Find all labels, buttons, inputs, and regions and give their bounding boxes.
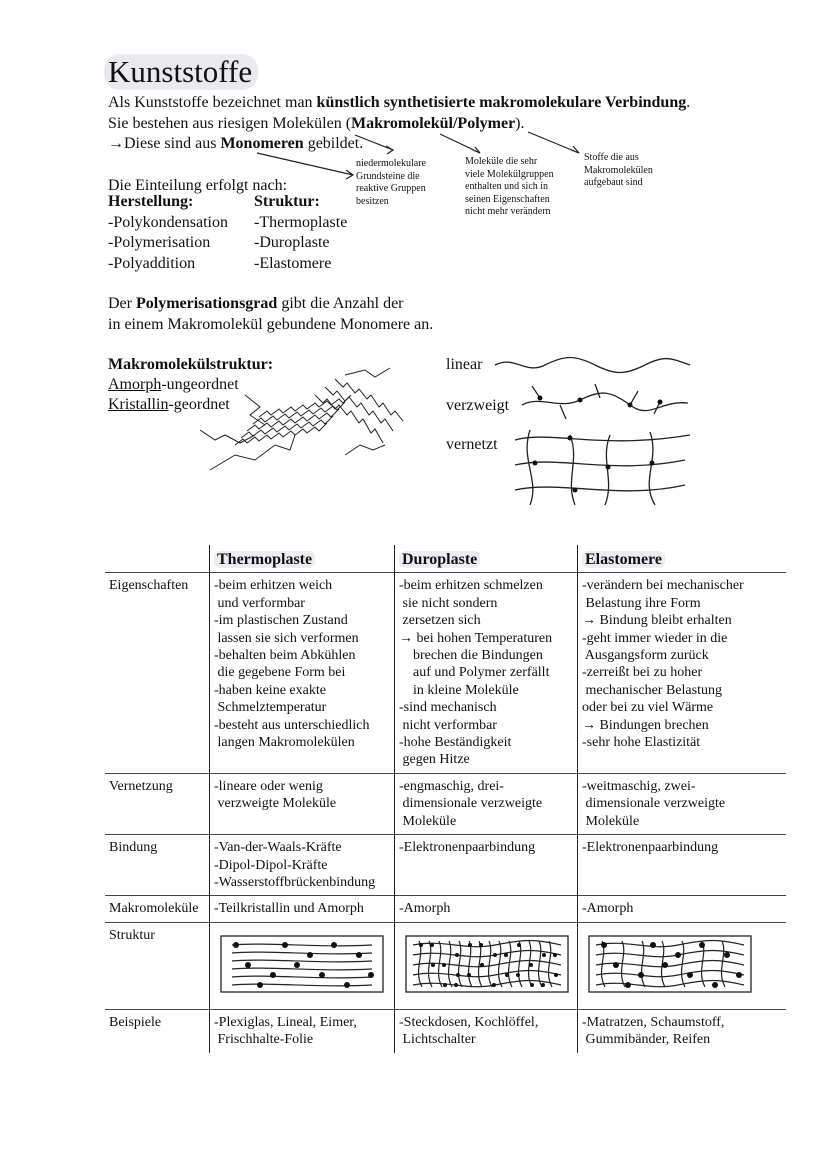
table-cell xyxy=(210,835,395,896)
text: -ungeordnet xyxy=(161,376,239,393)
cell-line: verzweigte Moleküle xyxy=(214,796,337,812)
cell-line: gegen Hitze xyxy=(399,752,470,768)
table-cell xyxy=(395,896,578,922)
table-cell xyxy=(578,896,787,922)
cell-line: -Elektronenpaarbindung xyxy=(582,840,719,856)
comparison-table xyxy=(105,545,786,1053)
cell-line: -behalten beim Abkühlen xyxy=(214,648,356,664)
cell-line: dimensionale verzweigte xyxy=(582,796,726,812)
bold-text: Polymerisationsgrad xyxy=(135,295,278,312)
cell-line: -hohe Beständigkeit xyxy=(399,735,512,751)
structure-diagram xyxy=(588,935,752,993)
struktur-list xyxy=(254,192,347,274)
note-monomere: niedermolekulare Grundsteine die reaktive Gruppen besitzen xyxy=(356,158,426,207)
bold-text: Monomeren xyxy=(220,135,304,152)
row-label: Eigenschaften xyxy=(109,578,189,594)
cell-line: -im plastischen Zustand xyxy=(214,613,348,629)
text: gebildet. xyxy=(303,135,364,152)
verzweigt-label: verzweigt xyxy=(446,397,510,414)
cell-line: zersetzen sich xyxy=(399,613,481,629)
table-row xyxy=(105,922,786,1009)
table-corner xyxy=(105,545,210,573)
cell-line: brechen die Bindungen xyxy=(399,648,543,664)
struktur-label: Struktur: xyxy=(254,193,320,210)
cell-line: Ausgangsform zurück xyxy=(582,648,709,664)
vernetzt-label: vernetzt xyxy=(446,436,498,453)
cell-line: → Bindungen brechen xyxy=(582,717,709,733)
table-row xyxy=(105,835,786,896)
chain-types-drawing xyxy=(490,350,710,510)
linear-label: linear xyxy=(446,356,483,373)
cell-line: und verformbar xyxy=(214,595,305,611)
table-cell xyxy=(395,773,578,834)
cell-line: auf und Polymer zerfällt xyxy=(399,665,550,681)
cell-line: lassen sie sich verformen xyxy=(214,630,359,646)
note-polymer: Stoffe die aus Makromolekülen aufgebaut sind xyxy=(584,152,653,188)
table-cell xyxy=(395,922,578,1009)
cell-line: -Wasserstoffbrückenbindung xyxy=(214,874,376,890)
table-cell xyxy=(578,773,787,834)
cell-line: -Matratzen, Schaumstoff, xyxy=(582,1014,725,1030)
text: Als Kunststoffe bezeichnet man xyxy=(108,94,317,111)
table-row xyxy=(105,773,786,834)
table-cell xyxy=(395,573,578,773)
cell-line: oder bei zu viel Wärme xyxy=(582,700,714,716)
structure-diagram xyxy=(405,935,569,993)
list-item: -Elastomere xyxy=(254,254,332,272)
table-row xyxy=(105,896,786,922)
header-duroplaste xyxy=(395,545,578,573)
header-thermoplaste xyxy=(210,545,395,573)
cell-line: -sind mechanisch xyxy=(399,700,497,716)
cell-line: Frischhalte-Folie xyxy=(214,1032,314,1048)
cell-line: -Steckdosen, Kochlöffel, xyxy=(399,1014,539,1030)
text: Der xyxy=(108,295,136,312)
text: ). xyxy=(515,115,525,132)
table-row xyxy=(105,573,786,773)
cell-line: Moleküle xyxy=(399,813,457,829)
cell-line: -Plexiglas, Lineal, Eimer, xyxy=(214,1014,357,1030)
header-label: Thermoplaste xyxy=(214,551,315,568)
amorph-kristallin-drawing xyxy=(195,365,415,475)
text: gibt die Anzahl der xyxy=(277,295,404,312)
cell-line: Gummibänder, Reifen xyxy=(582,1032,711,1048)
list-item: -Polyaddition xyxy=(108,254,196,272)
text: Kristallin xyxy=(108,396,169,413)
table-cell xyxy=(210,773,395,834)
cell-line: → Bindung bleibt erhalten xyxy=(582,613,732,629)
text: -geordnet xyxy=(168,396,230,413)
einteilung-heading: Die Einteilung erfolgt nach: xyxy=(108,177,288,194)
list-item: -Polymerisation xyxy=(108,234,211,251)
table-cell xyxy=(395,835,578,896)
polymerisationsgrad-line-2: in einem Makromolekül gebundene Monomere an. xyxy=(108,316,434,333)
header-label: Duroplaste xyxy=(399,551,480,568)
table-cell xyxy=(578,1009,787,1052)
table-cell xyxy=(578,922,787,1009)
header-label: Elastomere xyxy=(582,551,665,568)
cell-line: dimensionale verzweigte xyxy=(399,796,543,812)
cell-line: die gegebene Form bei xyxy=(214,665,346,681)
cell-line: -verändern bei mechanischer xyxy=(582,578,744,594)
cell-line: -geht immer wieder in die xyxy=(582,630,728,646)
table-cell xyxy=(395,1009,578,1052)
cell-line: Moleküle xyxy=(582,813,640,829)
table-cell xyxy=(578,835,787,896)
row-label: Bindung xyxy=(105,835,210,896)
cell-line: -Amorph xyxy=(582,901,634,917)
cell-line: -weitmaschig, zwei- xyxy=(582,778,696,794)
cell-line: -Elektronenpaarbindung xyxy=(399,840,536,856)
row-label: Struktur xyxy=(105,922,210,1009)
cell-line: -besteht aus unterschiedlich xyxy=(214,717,370,733)
table-row xyxy=(105,1009,786,1052)
bold-text: Makromolekül/Polymer xyxy=(351,115,516,132)
cell-line: -Teilkristallin und Amorph xyxy=(214,901,364,917)
herstellung-list xyxy=(108,192,228,274)
cell-line: mechanischer Belastung xyxy=(582,682,722,698)
text: Amorph xyxy=(108,376,162,393)
table-cell xyxy=(210,896,395,922)
cell-line: → bei hohen Temperaturen xyxy=(399,630,553,646)
cell-line: -Amorph xyxy=(399,901,451,917)
cell-line: -haben keine exakte xyxy=(214,682,326,698)
list-item: -Duroplaste xyxy=(254,234,330,251)
cell-line: -lineare oder wenig xyxy=(214,778,323,794)
bold-text: künstlich synthetisierte makromolekulare Verbindung xyxy=(316,94,687,111)
cell-line: -beim erhitzen schmelzen xyxy=(399,578,543,594)
herstellung-label: Herstellung: xyxy=(108,193,194,210)
cell-line: -Van-der-Waals-Kräfte xyxy=(214,840,342,856)
row-label: Beispiele xyxy=(105,1009,210,1052)
text: →Diese sind aus xyxy=(108,135,221,152)
header-elastomere xyxy=(578,545,787,573)
polymerisationsgrad-line-1 xyxy=(108,294,404,314)
structure-diagram xyxy=(220,935,384,993)
cell-line: langen Makromolekülen xyxy=(214,735,355,751)
cell-line: -sehr hohe Elastizität xyxy=(582,735,701,751)
cell-line: nicht verformbar xyxy=(399,717,497,733)
page-title: Kunststoffe xyxy=(104,54,258,90)
text: . xyxy=(686,94,691,111)
cell-line: -zerreißt bei zu hoher xyxy=(582,665,703,681)
cell-line: Belastung ihre Form xyxy=(582,595,701,611)
table-cell xyxy=(210,573,395,773)
cell-line: Lichtschalter xyxy=(399,1032,476,1048)
row-label: Vernetzung xyxy=(105,773,210,834)
cell-line: -engmaschig, drei- xyxy=(399,778,504,794)
row-label: Makromoleküle xyxy=(105,896,210,922)
table-cell xyxy=(210,1009,395,1052)
cell-line: -Dipol-Dipol-Kräfte xyxy=(214,857,328,873)
note-makromolekuel: Moleküle die sehr viele Molekülgruppen enthalten und sich in seinen Eigenschaften nicht mehr verändern xyxy=(465,156,554,217)
text: Sie bestehen aus riesigen Molekülen ( xyxy=(108,115,352,132)
table-cell xyxy=(210,922,395,1009)
makromolekuelstruktur-heading: Makromolekülstruktur: xyxy=(108,356,274,373)
table-cell xyxy=(578,573,787,773)
cell-line: in kleine Moleküle xyxy=(399,682,519,698)
list-item: -Polykondensation xyxy=(108,213,228,231)
cell-line: sie nicht sondern xyxy=(399,595,498,611)
list-item: -Thermoplaste xyxy=(254,213,348,231)
cell-line: Schmelztemperatur xyxy=(214,700,327,716)
cell-line: -beim erhitzen weich xyxy=(214,578,333,594)
table-header-row xyxy=(105,545,786,573)
